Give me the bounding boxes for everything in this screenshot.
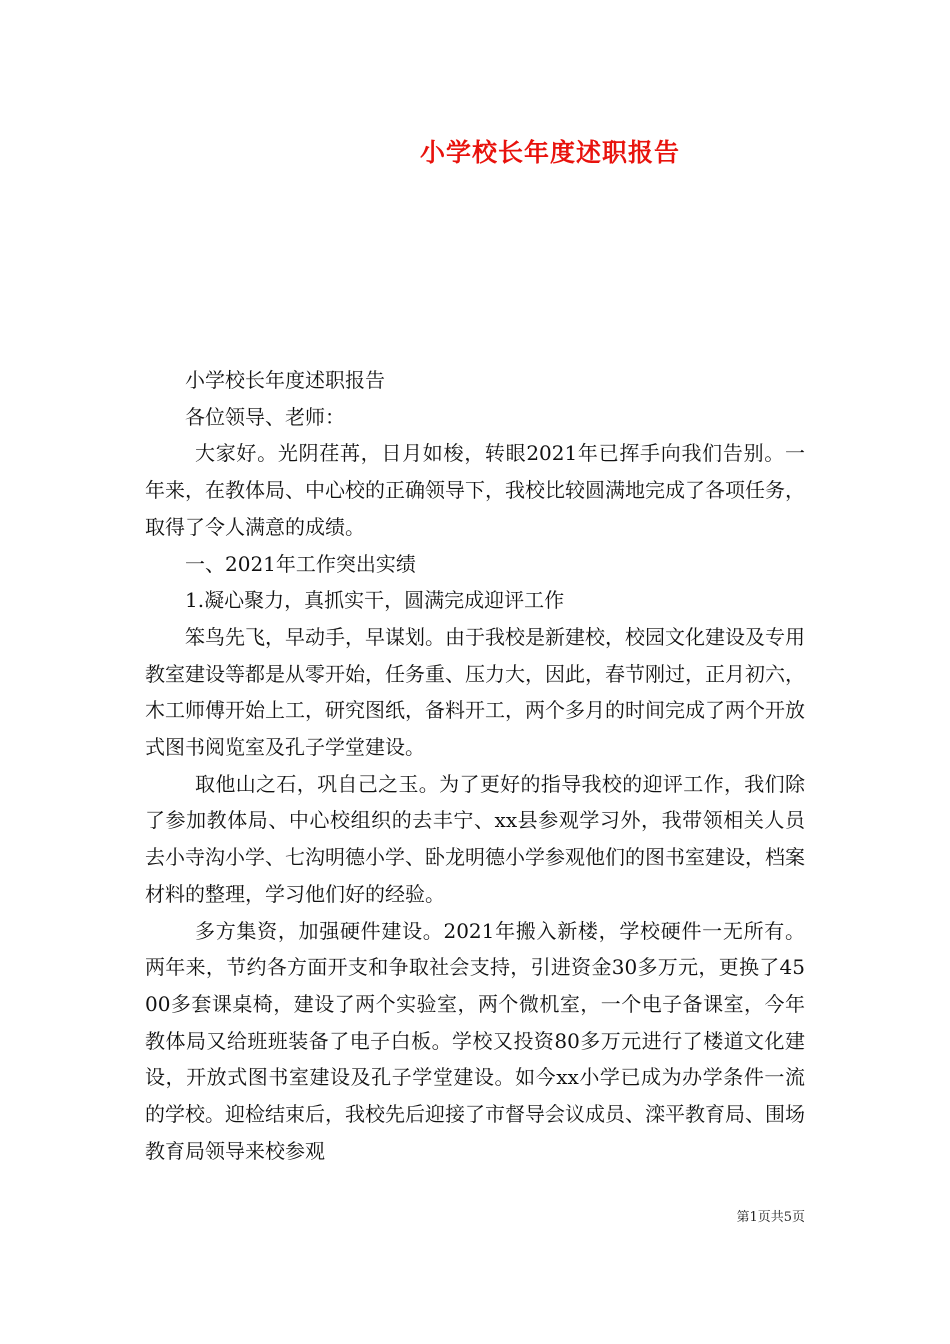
paragraph: 多方集资，加强硬件建设。2021年搬入新楼，学校硬件一无所有。两年来，节约各方面开支和争取社会支持，引进资金30多万元，更换了4500多套课桌椅，建设了两个实验室，两个微机室，一个电子备课室，今年教体局又给班班装备了电子白板。学校又投资80多万元进行了楼道文化建设，开放式图书室建设及孔子学堂建设。如今xx小学已成为办学条件一流的学校。迎检结束后，我校先后迎接了市督导会议成员、滦平教育局、围场教育局领导来校参观	[145, 918, 805, 1163]
paragraph: 笨鸟先飞，早动手，早谋划。由于我校是新建校，校园文化建设及专用教室建设等都是从零开始，任务重、压力大，因此，春节刚过，正月初六，木工师傅开始上工，研究图纸，备料开工，两个多月的时间完成了两个开放式图书阅览室及孔子学堂建设。	[145, 624, 805, 760]
paragraph: 取他山之石，巩自己之玉。为了更好的指导我校的迎评工作，我们除了参加教体局、中心校组织的去丰宁、xx县参观学习外，我带领相关人员去小寺沟小学、七沟明德小学、卧龙明德小学参观他们的图书室建设，档案材料的整理，学习他们好的经验。	[145, 771, 805, 906]
page-number: 第1页共5页	[736, 1210, 805, 1225]
document-title: 小学校长年度述职报告	[419, 138, 680, 167]
section-heading: 一、2021年工作突出实绩	[185, 551, 416, 576]
subsection-heading: 1.凝心聚力，真抓实干，圆满完成迎评工作	[185, 588, 565, 613]
document-body	[145, 362, 805, 1169]
body-heading: 小学校长年度述职报告	[185, 368, 385, 392]
salutation: 各位领导、老师：	[185, 404, 345, 429]
paragraph-intro: 大家好。光阴荏苒，日月如梭，转眼2021年已挥手向我们告别。一年来，在教体局、中心校的正确领导下，我校比较圆满地完成了各项任务，取得了令人满意的成绩。	[145, 441, 805, 539]
